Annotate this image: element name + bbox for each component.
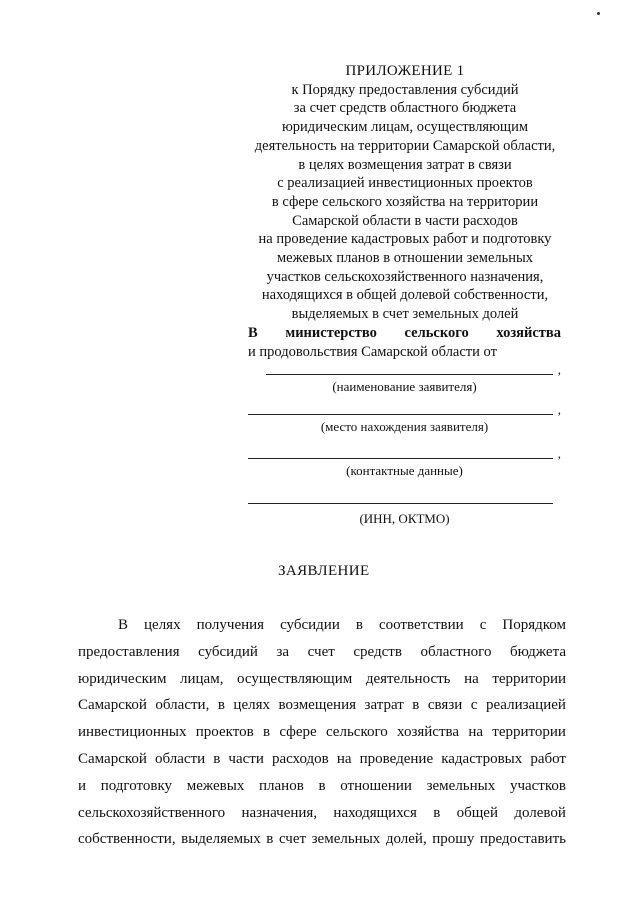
body-line xyxy=(78,826,566,853)
body-word: инвестиционных xyxy=(78,724,187,741)
body-word: целях xyxy=(233,697,270,714)
body-word: получения xyxy=(196,617,265,633)
fill-in-line xyxy=(248,503,553,504)
appendix-line: за счет средств областного бюджета xyxy=(293,100,517,117)
body-word: субсидий xyxy=(198,643,258,660)
body-word: проведение xyxy=(359,750,434,767)
body-word: выделяемых xyxy=(181,831,261,848)
body-word: в xyxy=(213,750,221,767)
body-line xyxy=(78,692,566,719)
appendix-line: выделяемых в счет земельных долей xyxy=(291,306,519,323)
addressee-word: министерство xyxy=(285,325,377,341)
fill-in-line xyxy=(248,458,553,459)
addressee-word: В xyxy=(248,325,258,341)
body-word: Самарской xyxy=(78,750,147,767)
body-line xyxy=(78,746,566,773)
body-word: с xyxy=(479,617,487,633)
appendix-line: юридическим лицам, осуществляющим xyxy=(281,119,529,136)
location-caption: (место нахождения заявителя) xyxy=(320,419,489,434)
body-word: долевой xyxy=(514,804,566,821)
body-word: предоставления xyxy=(78,643,180,660)
body-word: хозяйства xyxy=(397,724,460,741)
body-word: расходов xyxy=(271,750,329,767)
addressee-word: сельского xyxy=(404,325,469,341)
body-word: счет xyxy=(307,643,335,660)
body-word: в xyxy=(217,697,225,714)
body-line xyxy=(78,612,566,639)
body-word: на xyxy=(464,670,479,687)
appendix-line: Самарской области в части расходов xyxy=(292,212,518,229)
body-word: и xyxy=(78,777,87,794)
body-word: земельных xyxy=(311,831,381,848)
body-word: межевых xyxy=(186,777,245,794)
fill-in-line xyxy=(266,374,553,375)
appendix-line: участков сельскохозяйственного назначения, xyxy=(266,268,544,285)
appendix-line: к Порядку предоставления субсидий xyxy=(291,81,519,98)
appendix-line: в целях возмещения затрат в связи xyxy=(298,156,512,173)
appendix-line: в сфере сельского хозяйства на территории xyxy=(271,193,539,210)
appendix-header xyxy=(240,62,570,324)
body-word: сельского xyxy=(325,724,388,741)
body-word: находящихся xyxy=(333,804,417,821)
body-word: долей, xyxy=(385,831,427,848)
body-word: планов xyxy=(259,777,304,794)
contacts-caption: (контактные данные) xyxy=(346,463,463,478)
body-word: работ xyxy=(530,750,566,767)
body-word: части xyxy=(228,750,264,767)
appendix-line: с реализацией инвестиционных проектов xyxy=(277,175,533,192)
body-word: сельскохозяйственного xyxy=(78,804,226,821)
appendix-line: находящихся в общей долевой собственности, xyxy=(261,287,549,304)
body-word: целях xyxy=(144,617,181,633)
body-word: реализацией xyxy=(485,697,566,714)
statement-body xyxy=(78,612,566,853)
body-word: участков xyxy=(509,777,566,794)
field-comma: , xyxy=(557,362,561,377)
body-word: на xyxy=(468,724,484,741)
body-word: в xyxy=(266,831,274,848)
inn-caption: (ИНН, ОКТМО) xyxy=(359,511,450,526)
body-line xyxy=(78,719,566,746)
body-word: в xyxy=(355,617,363,633)
appendix-line: деятельность на территории Самарской области, xyxy=(254,137,556,154)
body-word: деятельность xyxy=(365,670,451,687)
addressee-line-2: и продовольствия Самарской области от xyxy=(248,344,497,360)
body-word: сфере xyxy=(279,724,317,741)
body-word: юридическим xyxy=(78,670,167,687)
addressee-block xyxy=(248,324,561,362)
body-word: Порядком xyxy=(502,617,566,633)
body-word: субсидии xyxy=(280,617,340,633)
addressee-line-1 xyxy=(248,324,561,343)
body-word: назначения, xyxy=(241,804,318,821)
body-word: с xyxy=(470,697,478,714)
body-word: в xyxy=(318,777,326,794)
body-word: земельных xyxy=(426,777,496,794)
body-word: связи xyxy=(427,697,463,714)
body-word: на xyxy=(336,750,352,767)
appendix-line: межевых планов в отношении земельных xyxy=(276,250,533,267)
body-line xyxy=(78,639,566,666)
body-word: областного xyxy=(420,643,492,660)
body-word: территории xyxy=(492,724,566,741)
body-word: бюджета xyxy=(510,643,566,660)
body-word: области, xyxy=(155,697,210,714)
body-word: кадастровых xyxy=(441,750,523,767)
body-word: соответствии xyxy=(378,617,464,633)
body-word: за xyxy=(276,643,290,660)
body-word: в xyxy=(433,804,441,821)
body-word: территории xyxy=(492,670,566,687)
scan-dot xyxy=(597,12,600,15)
body-word: отношении xyxy=(340,777,412,794)
body-word: области xyxy=(155,750,206,767)
document-title: ЗАЯВЛЕНИЕ xyxy=(278,563,370,579)
applicant-name-caption: (наименование заявителя) xyxy=(332,379,477,394)
body-word: затрат xyxy=(364,697,404,714)
body-word: возмещения xyxy=(278,697,357,714)
body-word: предоставить xyxy=(479,831,566,848)
field-comma: , xyxy=(557,402,561,417)
body-word: лицам, xyxy=(180,670,224,687)
body-word: собственности, xyxy=(78,831,176,848)
body-word: в xyxy=(262,724,271,741)
body-line xyxy=(78,800,566,827)
body-word: общей xyxy=(456,804,498,821)
body-word: подготовку xyxy=(100,777,173,794)
fill-in-line xyxy=(248,414,553,415)
body-word: в xyxy=(412,697,420,714)
body-word: прошу xyxy=(432,831,475,848)
appendix-line: на проведение кадастровых работ и подготовку xyxy=(258,231,552,248)
body-line xyxy=(78,666,566,693)
body-line xyxy=(78,773,566,800)
body-word: средств xyxy=(353,643,402,660)
field-comma: , xyxy=(557,446,561,461)
body-word: В xyxy=(118,617,129,633)
body-word: Самарской xyxy=(78,697,147,714)
body-word: проектов xyxy=(195,724,254,741)
addressee-word: хозяйства xyxy=(496,325,561,341)
body-word: осуществляющим xyxy=(237,670,353,687)
appendix-title: ПРИЛОЖЕНИЕ 1 xyxy=(345,63,465,79)
body-word: счет xyxy=(278,831,307,848)
